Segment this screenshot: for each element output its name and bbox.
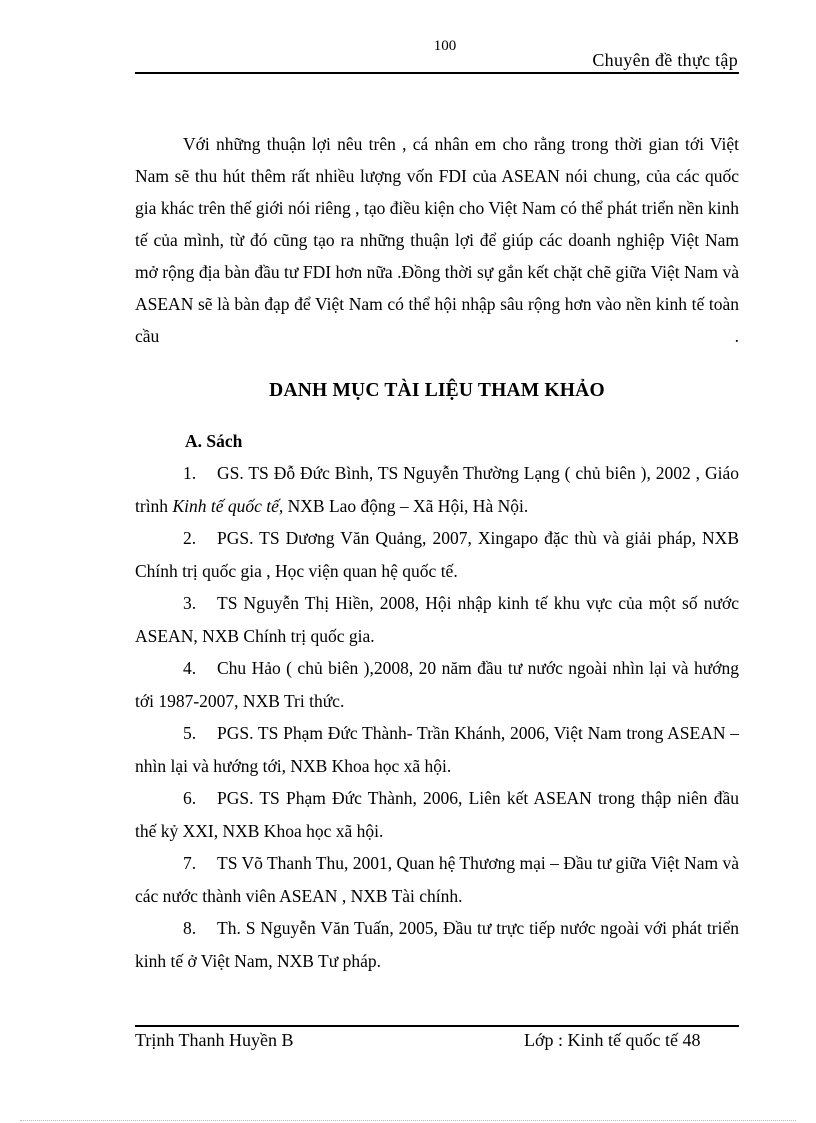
reference-number: 1. <box>183 463 197 483</box>
reference-text-tail: NXB Lao động – Xã Hội, Hà Nội. <box>283 495 529 516</box>
references-heading: DANH MỤC TÀI LIỆU THAM KHẢO <box>269 380 605 401</box>
reference-number: 8. <box>183 918 197 938</box>
reference-number: 4. <box>183 658 197 678</box>
footer-author: Trịnh Thanh Huyền B <box>135 1030 294 1050</box>
page-edge-dotted-line <box>20 1120 796 1121</box>
references-section-label: A. Sách <box>185 431 243 451</box>
reference-item <box>135 587 739 652</box>
reference-text: PGS. TS Dương Văn Quảng, 2007, Xingapo đặc thù và giải pháp, NXB Chính trị quốc gia , Học viện quan hệ quốc tế. <box>135 528 739 581</box>
reference-item <box>135 522 739 587</box>
footer-divider <box>135 1025 739 1027</box>
reference-italic-title: Kinh tế quốc tế, <box>172 495 284 516</box>
reference-item <box>135 717 739 782</box>
reference-item <box>135 847 739 912</box>
reference-number: 3. <box>183 593 197 613</box>
reference-number: 2. <box>183 528 197 548</box>
reference-item <box>135 652 739 717</box>
reference-text: PGS. TS Phạm Đức Thành- Trần Khánh, 2006, Việt Nam trong ASEAN – nhìn lại và hướng tới, NXB Khoa học xã hội. <box>135 723 739 776</box>
reference-item <box>135 782 739 847</box>
reference-item <box>135 457 739 522</box>
reference-item <box>135 912 739 977</box>
page-number: 100 <box>433 38 457 54</box>
footer-class-label: Lớp : Kinh tế quốc tế 48 <box>524 1030 701 1050</box>
reference-number: 5. <box>183 723 197 743</box>
document-header-title: Chuyên đề thực tập <box>592 50 738 70</box>
page-body <box>135 128 739 977</box>
reference-text: TS Nguyễn Thị Hiền, 2008, Hội nhập kinh tế khu vực của một số nước ASEAN, NXB Chính trị quốc gia. <box>135 593 739 646</box>
reference-text: TS Võ Thanh Thu, 2001, Quan hệ Thương mại – Đầu tư giữa Việt Nam và các nước thành viên ASEAN , NXB Tài chính. <box>135 853 739 906</box>
reference-number: 7. <box>183 853 197 873</box>
header-divider <box>135 72 739 74</box>
reference-text: GS. TS Đỗ Đức Bình, TS Nguyễn Thường Lạng ( chủ biên ), 2002 , Giáo trình <box>135 463 739 516</box>
reference-text: Th. S Nguyễn Văn Tuấn, 2005, Đầu tư trực tiếp nước ngoài với phát triển kinh tế ở Việt Nam, NXB Tư pháp. <box>135 918 739 971</box>
reference-text: PGS. TS Phạm Đức Thành, 2006, Liên kết ASEAN trong thập niên đầu thế kỷ XXI, NXB Khoa học xã hội. <box>135 788 739 841</box>
reference-list <box>135 457 739 977</box>
reference-text: Chu Hảo ( chủ biên ),2008, 20 năm đầu tư nước ngoài nhìn lại và hướng tới 1987-2007, NXB Tri thức. <box>135 658 739 711</box>
intro-paragraph: Với những thuận lợi nêu trên , cá nhân em cho rằng trong thời gian tới Việt Nam sẽ thu hút thêm rất nhiều lượng vốn FDI của ASEAN nói chung, của các quốc gia khác trên thế giới nói riêng , tạo điều kiện cho Việt Nam có thể phát triển nền kinh tế của mình, từ đó cũng tạo ra những thuận lợi để giúp các doanh nghiệp Việt Nam mở rộng địa bàn đầu tư FDI hơn nữa .Đồng thời sự gắn kết chặt chẽ giữa Việt Nam và ASEAN sẽ là bàn đạp để Việt Nam có thể hội nhập sâu rộng hơn vào nền kinh tế toàn cầu . <box>135 134 739 346</box>
reference-number: 6. <box>183 788 197 808</box>
